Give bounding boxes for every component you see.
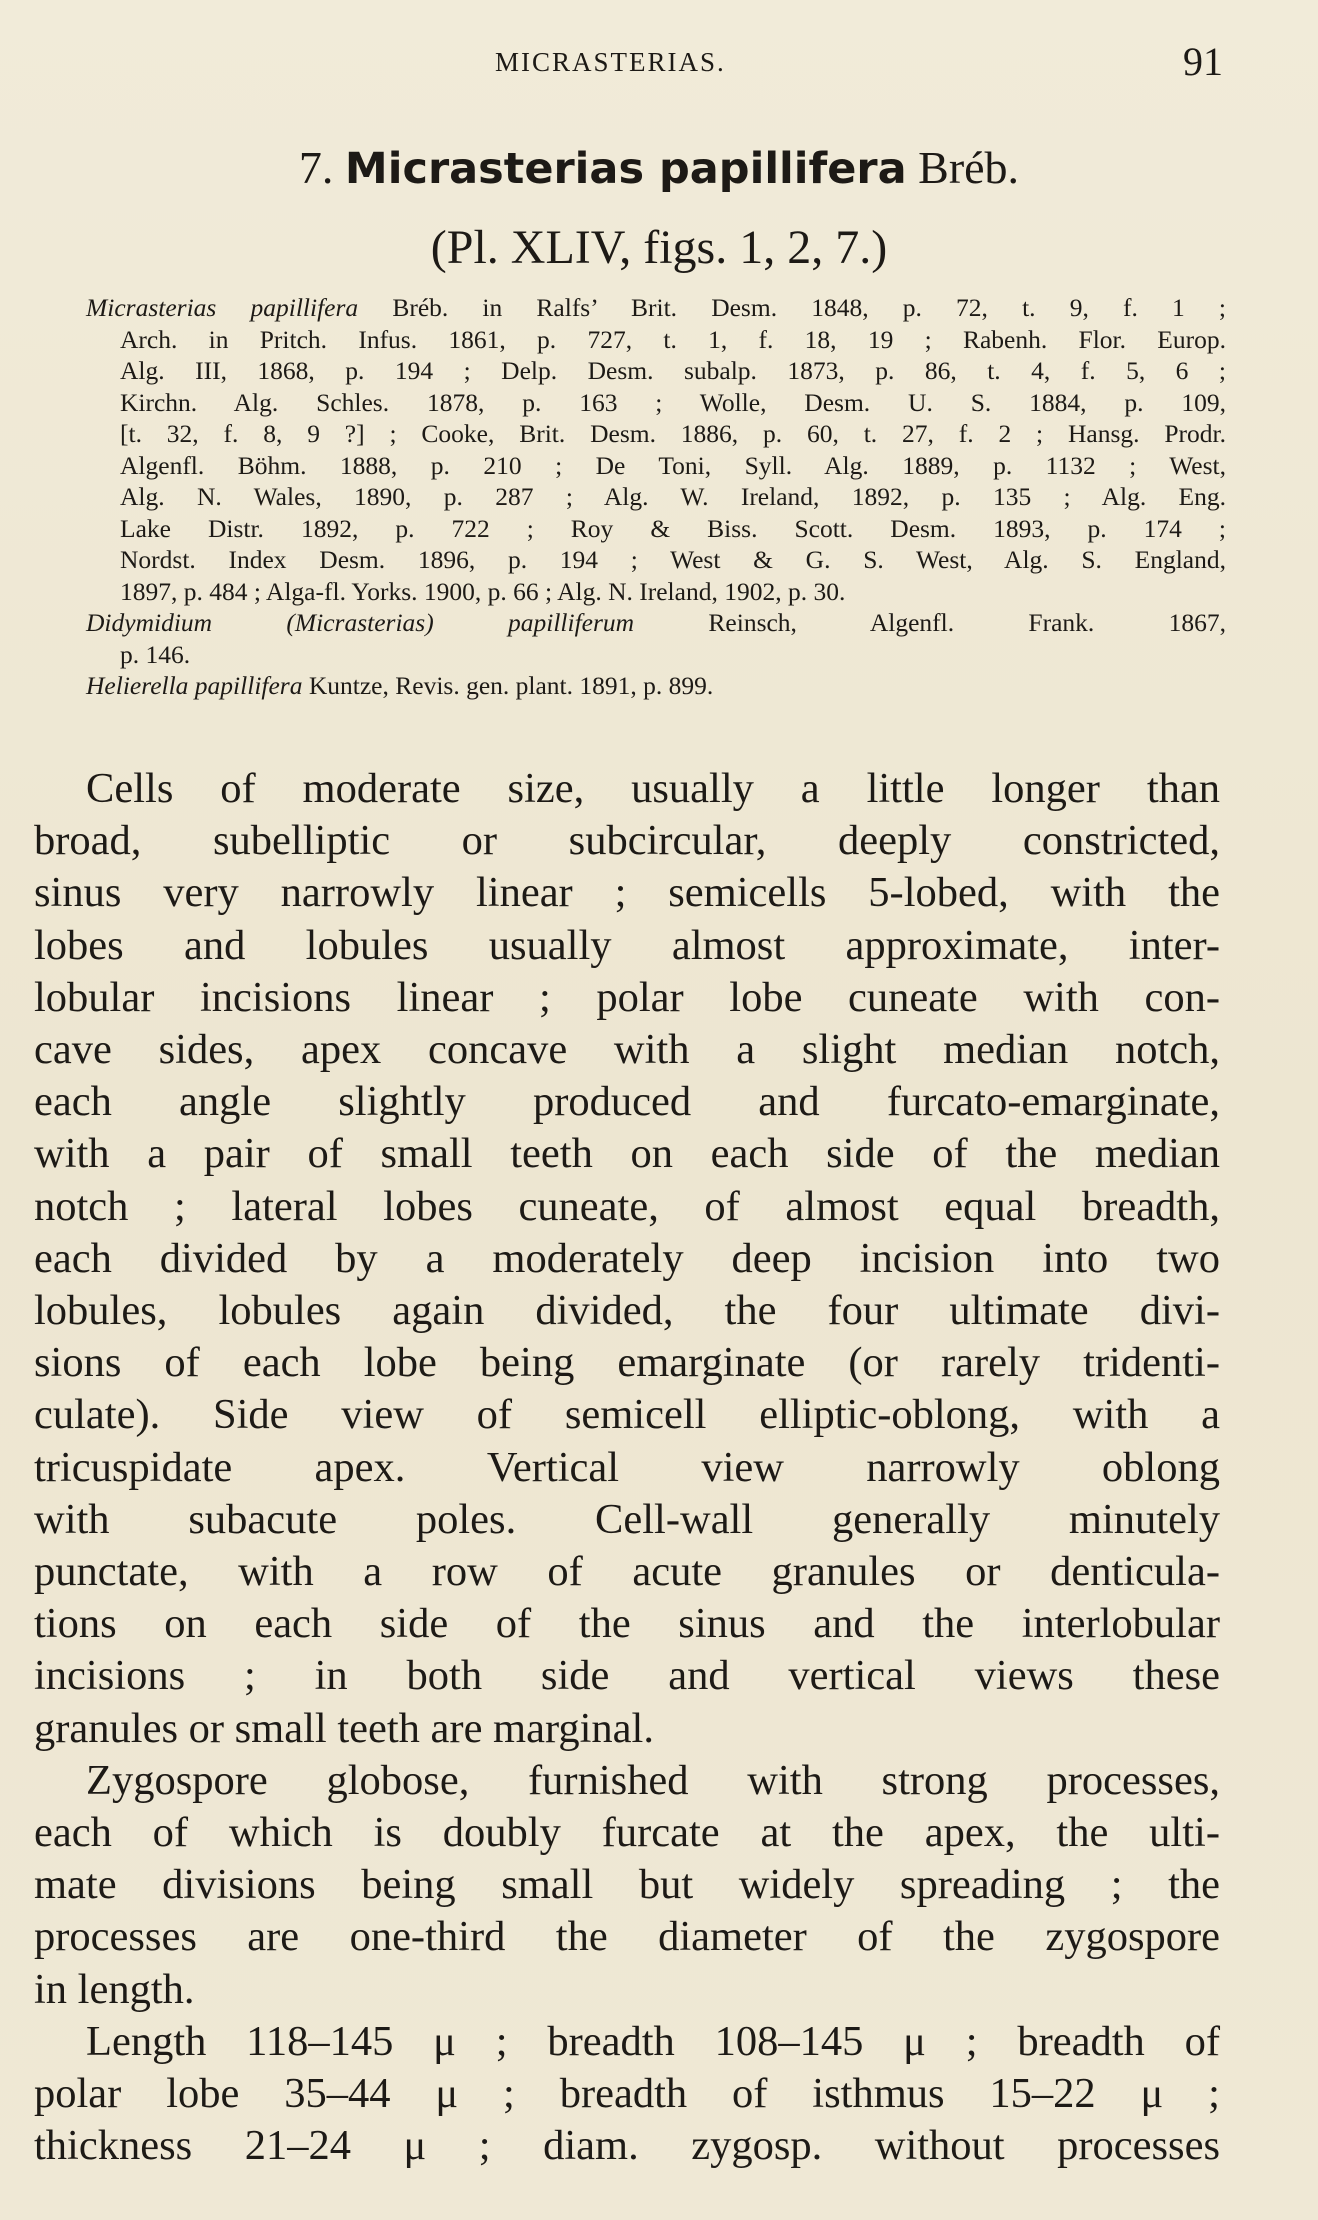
species-number: 7. bbox=[298, 142, 334, 193]
synonymy-line bbox=[86, 481, 1226, 513]
synonym-citation: Nordst. Index Desm. 1896, p. 194 ; West & G. S. West, Alg. S. England, bbox=[120, 545, 1226, 574]
running-head bbox=[0, 39, 1318, 84]
species-description bbox=[34, 763, 1220, 2172]
synonymy-line bbox=[86, 639, 1226, 671]
description-line: cave sides, apex concave with a slight median notch, bbox=[34, 1026, 1220, 1074]
synonymy-line bbox=[86, 418, 1226, 450]
synonymy-line bbox=[86, 576, 1226, 608]
description-line: culate). Side view of semicell elliptic-oblong, with a bbox=[34, 1391, 1220, 1439]
page-number: 91 bbox=[1183, 39, 1223, 84]
description-line: punctate, with a row of acute granules or denticula- bbox=[34, 1548, 1220, 1596]
description-line: in length. bbox=[34, 1965, 195, 2013]
description-line: incisions ; in both side and vertical views these bbox=[34, 1652, 1220, 1700]
synonym-citation: [t. 32, f. 8, 9 ?] ; Cooke, Brit. Desm. 1886, p. 60, t. 27, f. 2 ; Hansg. Prodr. bbox=[120, 419, 1226, 448]
synonym-citation: Bréb. in Ralfs’ Brit. Desm. 1848, p. 72, t. 9, f. 1 ; bbox=[358, 293, 1226, 322]
synonym-citation: Algenfl. Böhm. 1888, p. 210 ; De Toni, Syll. Alg. 1889, p. 1132 ; West, bbox=[120, 450, 1226, 480]
species-author: Bréb. bbox=[918, 142, 1020, 193]
species-binomial: Micrasterias papillifera bbox=[344, 144, 907, 194]
synonymy-line bbox=[86, 355, 1226, 387]
synonymy-line bbox=[86, 607, 1226, 639]
description-line: polar lobe 35–44 μ ; breadth of isthmus 15–22 μ ; bbox=[34, 2070, 1220, 2118]
synonym-citation: p. 146. bbox=[120, 639, 191, 669]
description-line: Length 118–145 μ ; breadth 108–145 μ ; breadth of bbox=[86, 2017, 1220, 2065]
description-line: sions of each lobe being emarginate (or rarely tridenti- bbox=[34, 1339, 1220, 1387]
synonym-citation: Kirchn. Alg. Schles. 1878, p. 163 ; Wolle, Desm. U. S. 1884, p. 109, bbox=[120, 387, 1226, 417]
description-line: each of which is doubly furcate at the apex, the ulti- bbox=[34, 1809, 1220, 1857]
synonym-citation: Lake Distr. 1892, p. 722 ; Roy & Biss. Scott. Desm. 1893, p. 174 ; bbox=[120, 513, 1226, 543]
description-line: each divided by a moderately deep incision into two bbox=[34, 1234, 1220, 1282]
description-line: thickness 21–24 μ ; diam. zygosp. without processes bbox=[34, 2122, 1220, 2170]
synonym-name: Didymidium (Micrasterias) papilliferum bbox=[86, 608, 635, 637]
description-line: Cells of moderate size, usually a little longer than bbox=[86, 765, 1220, 812]
synonym-citation: Reinsch, Algenfl. Frank. 1867, bbox=[634, 608, 1226, 637]
synonymy-line bbox=[86, 450, 1226, 482]
description-line: mate divisions being small but widely spreading ; the bbox=[34, 1861, 1220, 1909]
description-line: each angle slightly produced and furcato-emarginate, bbox=[34, 1078, 1220, 1126]
synonymy-line bbox=[86, 387, 1226, 419]
synonym-citation: Alg. III, 1868, p. 194 ; Delp. Desm. subalp. 1873, p. 86, t. 4, f. 5, 6 ; bbox=[120, 356, 1226, 385]
description-line: Zygospore globose, furnished with strong processes, bbox=[86, 1756, 1220, 1804]
description-line: tions on each side of the sinus and the interlobular bbox=[34, 1600, 1220, 1648]
description-line: sinus very narrowly linear ; semicells 5-lobed, with the bbox=[34, 869, 1220, 917]
plate-reference: (Pl. XLIV, figs. 1, 2, 7.) bbox=[430, 221, 888, 274]
synonym-citation: Alg. N. Wales, 1890, p. 287 ; Alg. W. Ireland, 1892, p. 135 ; Alg. Eng. bbox=[120, 482, 1226, 511]
description-line: lobules, lobules again divided, the four ultimate divi- bbox=[34, 1287, 1220, 1335]
description-line: tricuspidate apex. Vertical view narrowly oblong bbox=[34, 1443, 1220, 1491]
synonymy-line bbox=[86, 670, 1226, 702]
synonym-name: Micrasterias papillifera bbox=[86, 293, 359, 322]
running-title: MICRASTERIAS. bbox=[495, 47, 726, 77]
synonym-citation: 1897, p. 484 ; Alga-fl. Yorks. 1900, p. 66 ; Alg. N. Ireland, 1902, p. 30. bbox=[120, 576, 846, 606]
synonym-name: Helierella papillifera bbox=[86, 671, 303, 700]
description-line: notch ; lateral lobes cuneate, of almost equal breadth, bbox=[34, 1182, 1220, 1230]
synonymy-line bbox=[86, 544, 1226, 576]
description-line: with subacute poles. Cell-wall generally minutely bbox=[34, 1495, 1220, 1543]
description-line: lobular incisions linear ; polar lobe cuneate with con- bbox=[34, 973, 1220, 1021]
synonym-citation: Kuntze, Revis. gen. plant. 1891, p. 899. bbox=[302, 671, 714, 700]
description-line: granules or small teeth are marginal. bbox=[34, 1704, 654, 1752]
species-heading bbox=[0, 140, 1318, 197]
synonymy-block bbox=[86, 292, 1226, 702]
synonymy-line bbox=[86, 292, 1226, 324]
description-line: with a pair of small teeth on each side of the median bbox=[34, 1130, 1220, 1178]
description-line: broad, subelliptic or subcircular, deeply constricted, bbox=[34, 817, 1220, 865]
synonymy-line bbox=[86, 513, 1226, 545]
description-line: lobes and lobules usually almost approximate, inter- bbox=[34, 921, 1220, 969]
synonymy-line bbox=[86, 324, 1226, 356]
description-line: processes are one-third the diameter of the zygospore bbox=[34, 1913, 1220, 1961]
synonym-citation: Arch. in Pritch. Infus. 1861, p. 727, t. 1, f. 18, 19 ; Rabenh. Flor. Europ. bbox=[120, 324, 1226, 354]
